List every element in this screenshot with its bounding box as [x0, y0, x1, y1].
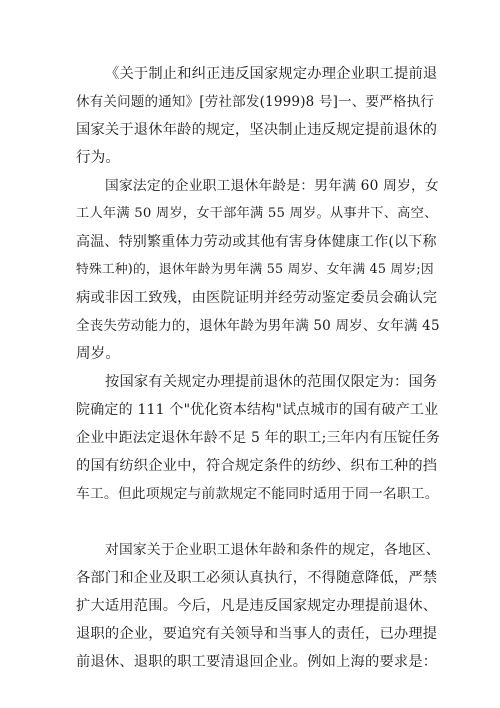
paragraph-line: 全丧失劳动能力的，退休年龄为男年满 50 周岁、女年满 45 [76, 318, 440, 334]
paragraph-line: 《关于制止和纠正违反国家规定办理企业职工提前退 [105, 66, 438, 82]
paragraph-line: 工人年满 50 周岁，女干部年满 55 周岁。从事井下、高空、 [76, 206, 438, 221]
paragraph-line: 各部门和企业及职工必须认真执行，不得随意降低，严禁 [76, 570, 438, 586]
paragraph-line: 行为。 [76, 150, 121, 166]
paragraph-line: 国家关于退休年龄的规定，坚决制止违反规定提前退休的 [76, 122, 438, 138]
paragraph-line: 休有关问题的通知》[劳社部发(1999)8 号]一、要严格执行 [76, 94, 435, 110]
paragraph-line: 退职的企业，要追究有关领导和当事人的责任，已办理提 [76, 626, 438, 642]
paragraph-line: 企业中距法定退休年龄不足 5 年的职工;三年内有压锭任务 [76, 430, 441, 446]
paragraph-line: 国家法定的企业职工退休年龄是：男年满 60 周岁，女 [105, 178, 439, 194]
paragraph-line: 病或非因工致残，由医院证明并经劳动鉴定委员会确认完 [76, 290, 438, 306]
paragraph-line: 扩大适用范围。今后，凡是违反国家规定办理提前退休、 [76, 598, 438, 614]
paragraph-line: 按国家有关规定办理提前退休的范围仅限定为：国务 [105, 374, 438, 390]
paragraph-line: 的国有纺织企业中，符合规定条件的纺纱、织布工种的挡 [76, 458, 438, 474]
paragraph-line: 对国家关于企业职工退休年龄和条件的规定，各地区、 [105, 542, 440, 558]
paragraph-line: 车工。但此项规定与前款规定不能同时适用于同一名职工。 [76, 486, 439, 502]
paragraph-line: 高温、特别繁重体力劳动或其他有害身体健康工作(以下称 [76, 234, 437, 250]
paragraph-line: 周岁。 [76, 346, 121, 362]
paragraph-line: 院确定的 111 个"优化资本结构"试点城市的国有破产工业 [76, 402, 439, 418]
paragraph-line: 前退休、退职的职工要清退回企业。例如上海的要求是： [76, 654, 438, 670]
paragraph-line: 特殊工种)的，退休年龄为男年满 55 周岁、女年满 45 周岁;因 [76, 262, 434, 277]
